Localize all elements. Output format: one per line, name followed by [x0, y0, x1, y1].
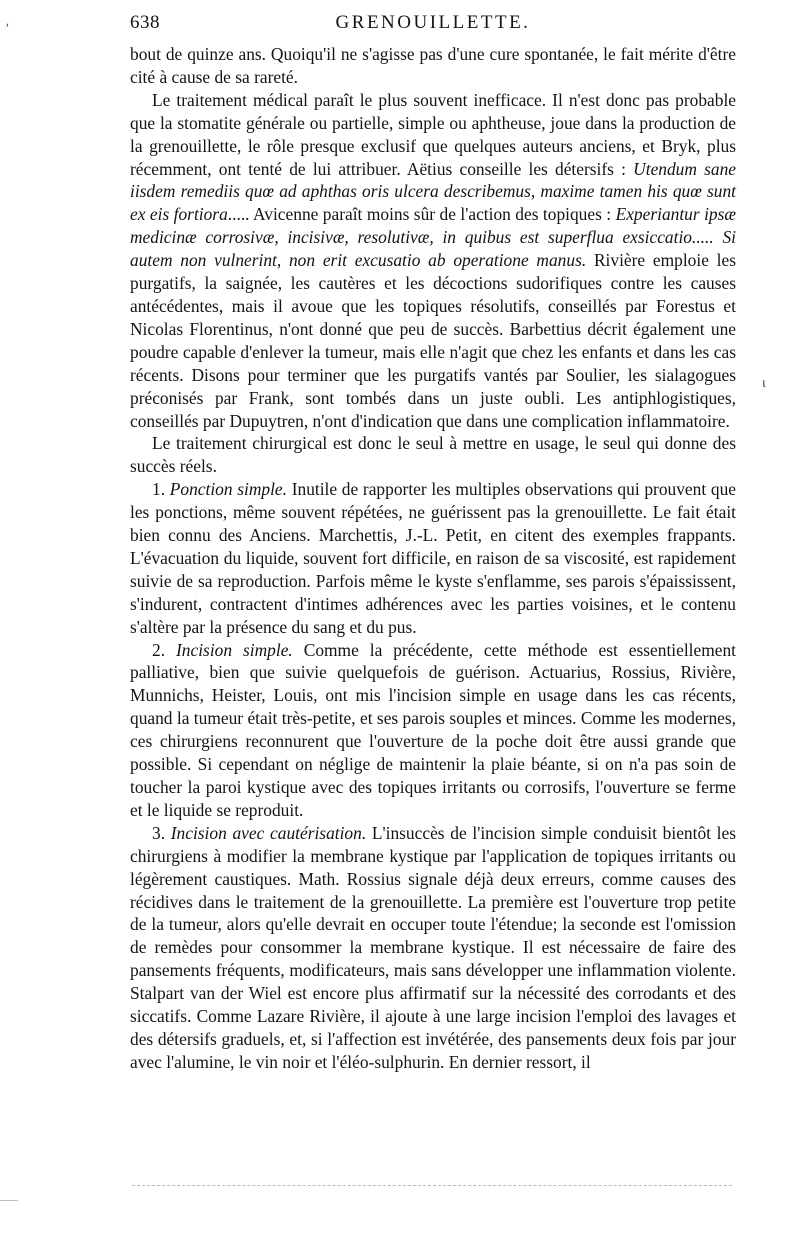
page-number: 638	[130, 12, 160, 33]
margin-mark-right: ɩ	[762, 376, 766, 391]
italic-text: Utendum sane iisdem remediis quœ ad aphthas oris ulcera describemus, maxime tamen his quœ sunt ex eis fortiora	[130, 158, 737, 225]
text-run: Inutile de rapporter les multiples observations qui prouvent que les ponctions, même souvent répétées, ne guérissent pas la grenouillette. Le fait était bien connu des Anciens. Marchettis, J.-L. Petit, en citent des exemples frappants. L'évacuation du liquide, souvent fort difficile, en raison de sa viscosité, est rapidement suivie de sa reproduction. Parfois même le kyste s'enflamme, ses parois s'épaississent, s'indurent, contractent d'intimes adhérences avec les parties voisines, et le contenu s'altère par la présence du sang et du pus.	[130, 479, 736, 637]
text-run: ..... Avicenne paraît moins sûr de l'action des topiques :	[227, 204, 616, 225]
margin-mark-top: ʹ	[6, 22, 10, 37]
text-run: Le traitement chirurgical est donc le seul à mettre en usage, le seul qui donne des succès réels.	[130, 433, 736, 477]
paragraph	[130, 478, 736, 638]
page-header	[130, 12, 736, 42]
paragraph	[130, 89, 736, 433]
running-head: GRENOUILLETTE.	[335, 12, 531, 33]
footer-rule	[132, 1185, 732, 1186]
text-run: L'insuccès de l'incision simple conduisit bientôt les chirurgiens à modifier la membrane kystique par l'application de topiques irritants ou légèrement caustiques. Math. Rossius signale déjà deux erreurs, comme causes des récidives dans le traitement de la grenouillette. La première est l'ouverture trop petite de la tumeur, alors qu'elle devrait en occuper toute l'étendue; la seconde est l'omission de remèdes pour consommer la membrane kystique. Il est nécessaire de faire des pansements fréquents, modificateurs, mais sans développer une inflammation violente. Stalpart van der Wiel est encore plus affirmatif sur la nécessité des corrodants et des siccatifs. Comme Lazare Rivière, il ajoute à une large incision l'emploi des lavages et des détersifs graduels, et, si l'affection est invétérée, des pansements deux fois par jour avec l'alumine, le vin noir et l'éléo-sulphurin. En dernier ressort, il	[130, 822, 736, 1072]
body-text	[130, 43, 736, 1074]
paragraph	[130, 432, 736, 478]
italic-text: Incision simple.	[176, 639, 293, 660]
paragraph	[130, 822, 736, 1074]
paragraph	[130, 639, 736, 822]
text-run: Le traitement médical paraît le plus souvent inefficace. Il n'est donc pas probable que la stomatite générale ou partielle, simple ou aphtheuse, joue dans la production de la grenouillette, le rôle presque exclusif que quelques auteurs anciens, et Bryk, plus récemment, ont tenté de lui attribuer. Aëtius conseille les détersifs :	[130, 89, 736, 179]
text-run: bout de quinze ans. Quoiqu'il ne s'agisse pas d'une cure spontanée, le fait mérite d'être cité à cause de sa rareté.	[130, 44, 736, 87]
edge-tick	[0, 1200, 18, 1201]
text-run: 3.	[152, 822, 171, 843]
italic-text: Ponction simple.	[169, 479, 287, 500]
italic-text: Incision avec cautérisation.	[170, 822, 367, 843]
text-run: Rivière emploie les purgatifs, la saignée, les cautères et les décoctions sudorifiques contre les causes antécédentes, mais il avoue que les topiques résolutifs, conseillés par Forestus et Nicolas Florentinus, n'ont donné que peu de succès. Barbettius décrit également une poudre capable d'enlever la tumeur, mais elle n'agit que chez les enfants et dans les cas récents. Disons pour terminer que les purgatifs vantés par Soulier, les sialagogues préconisés par Frank, sont tombés dans un juste oubli. Les antiphlogistiques, conseillés par Dupuytren, n'ont d'indication que dans une complication inflammatoire.	[130, 250, 736, 431]
text-run: 2.	[152, 639, 177, 660]
paragraph	[130, 43, 736, 89]
text-run: Comme la précédente, cette méthode est essentiellement palliative, bien que suivie quelquefois de guérison. Actuarius, Rossius, Rivière, Munnichs, Heister, Louis, ont mis l'incision simple en usage dans les cas récents, quand la tumeur était très-petite, et ses parois souples et minces. Comme les modernes, ces chirurgiens reconnurent que l'ouverture de la poche doit être aussi grande que possible. Si cependant on néglige de maintenir la plaie béante, si on n'a pas soin de toucher la paroi kystique avec des topiques irritants ou corrosifs, l'ouverture se ferme et le liquide se reproduit.	[130, 639, 736, 820]
italic-text: Experiantur ipsæ medicinæ corrosivæ, incisivæ, resolutivæ, in quibus est superflua exsiccatio..... Si autem non vulnerint, non erit excusatio ab operatione manus.	[130, 204, 736, 271]
text-run: 1.	[152, 479, 170, 500]
